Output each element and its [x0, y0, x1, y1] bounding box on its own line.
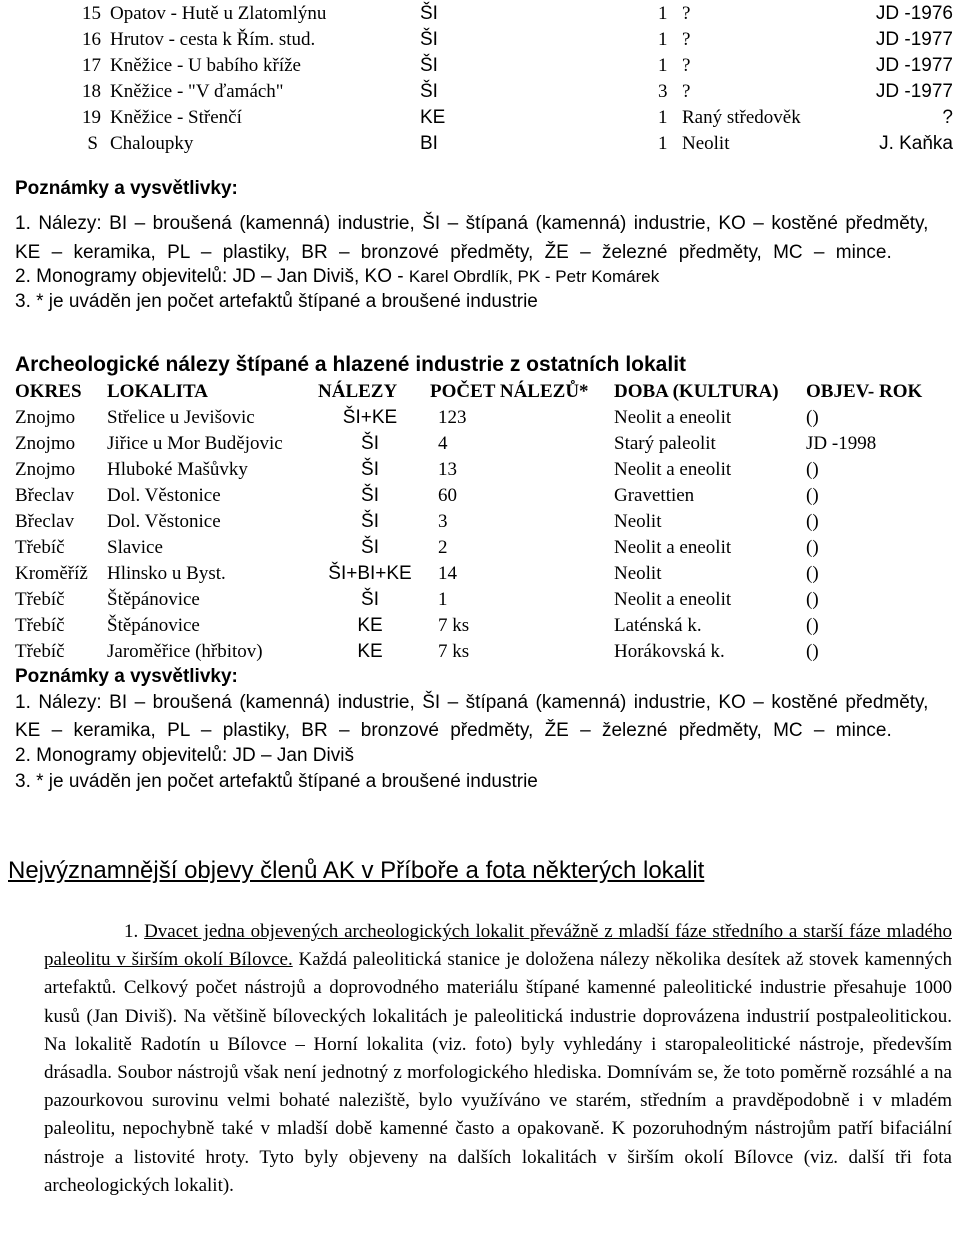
notes-2-line-3: 2. Monogramy objevitelů: JD – Jan Diviš	[15, 745, 354, 766]
table-2-cell-pocet: 4	[438, 433, 448, 454]
table-1-cell-loc: Hrutov - cesta k Řím. stud.	[110, 29, 316, 50]
table-2-cell-nal: ŠI	[361, 589, 379, 610]
table-1-cell-loc: Opatov - Hutě u Zlatomlýnu	[110, 3, 327, 24]
table-2-cell-lok: Hlinsko u Byst.	[107, 563, 226, 584]
table-2-cell-nal: KE	[357, 641, 383, 662]
table-2-title: Archeologické nálezy štípané a hlazené industrie z ostatních lokalit	[15, 353, 687, 376]
table-1-cell-num: 15	[82, 3, 101, 24]
table-2-cell-lok: Štěpánovice	[107, 615, 200, 636]
table-2-cell-okres: Břeclav	[15, 485, 75, 506]
notes-2-title: Poznámky a vysvětlivky:	[15, 666, 238, 687]
section-heading: Nejvýznamnější objevy členů AK v Příboře a fota některých lokalit	[8, 857, 705, 884]
table-2-cell-okres: Třebíč	[15, 641, 65, 662]
table-2-cell-okres: Třebíč	[15, 589, 65, 610]
table-1-cell-count: 3	[658, 81, 668, 102]
table-1-cell-count: 1	[658, 55, 668, 76]
table-1-cell-loc: Chaloupky	[110, 133, 194, 154]
table-2-cell-obj: ()	[806, 641, 819, 662]
notes-1-line-4: 3. * je uváděn jen počet artefaktů štípané a broušené industrie	[15, 291, 538, 312]
table-1-cell-obj: JD -1977	[875, 81, 953, 102]
table-2-cell-obj: ()	[806, 563, 819, 584]
notes-1-line-3-b: Karel Obrdlík, PK - Petr Komárek	[408, 267, 660, 286]
table-1-cell-obj: J. Kaňka	[879, 133, 953, 154]
table-2-cell-okres: Znojmo	[15, 459, 76, 480]
table-2-cell-doba: Neolit	[614, 563, 662, 584]
table-2-cell-nal: ŠI	[361, 537, 379, 558]
table-2-header-cell: LOKALITA	[107, 381, 209, 402]
table-2-cell-okres: Břeclav	[15, 511, 75, 532]
table-2-cell-doba: Neolit a eneolit	[614, 589, 732, 610]
table-2-cell-obj: ()	[806, 615, 819, 636]
table-2-cell-nal: KE	[357, 615, 383, 636]
section-paragraph	[44, 918, 952, 1200]
table-1-cell-find: KE	[420, 107, 446, 128]
notes-1-line-3-a: 2. Monogramy objevitelů: JD – Jan Diviš, KO -	[15, 266, 409, 287]
table-2-header-cell: OKRES	[15, 381, 82, 402]
table-1-cell-find: ŠI	[420, 81, 438, 102]
table-1-cell-loc: Kněžice - U babího kříže	[110, 55, 301, 76]
table-1-cell-obj: JD -1977	[875, 55, 953, 76]
table-2-cell-okres: Znojmo	[15, 433, 76, 454]
table-2-cell-obj: ()	[806, 485, 819, 506]
table-1-cell-find: ŠI	[420, 3, 438, 24]
table-2-cell-doba: Laténská k.	[614, 615, 702, 636]
table-2-cell-lok: Dol. Věstonice	[107, 485, 221, 506]
table-2-cell-doba: Neolit	[614, 511, 662, 532]
table-2-cell-lok: Jiřice u Mor Budějovic	[107, 433, 283, 454]
table-2-cell-nal: ŠI	[361, 485, 379, 506]
table-2-cell-obj: ()	[806, 459, 819, 480]
notes-2-line-2: KE – keramika, PL – plastiky, BR – bronzové předměty, ŽE – železné předměty, MC – mince.	[15, 720, 892, 741]
table-2-cell-doba: Neolit a eneolit	[614, 407, 732, 428]
table-1-cell-num: 18	[82, 81, 101, 102]
table-2-cell-pocet: 123	[438, 407, 467, 428]
paragraph-underlined: Dvacet jedna objevených archeologických lokalit převážně z mladší fáze středního a starší fáze mladého paleolitu v širším okolí Bílovce.	[44, 921, 952, 971]
table-1-cell-period: ?	[682, 3, 691, 24]
table-2-cell-nal: ŠI+BI+KE	[328, 563, 412, 584]
table-1-cell-period: ?	[682, 29, 691, 50]
table-1-cell-find: ŠI	[420, 29, 438, 50]
table-2-cell-pocet: 60	[438, 485, 457, 506]
table-1-cell-loc: Kněžice - "V ďamách"	[110, 81, 284, 102]
table-2-cell-lok: Jaroměřice (hřbitov)	[107, 641, 263, 662]
table-2-cell-pocet: 3	[438, 511, 448, 532]
table-1-cell-num: 19	[82, 107, 101, 128]
table-1-cell-period: ?	[682, 55, 691, 76]
table-2-cell-doba: Neolit a eneolit	[614, 537, 732, 558]
table-2-cell-pocet: 2	[438, 537, 448, 558]
table-2-cell-doba: Gravettien	[614, 485, 695, 506]
table-2-cell-okres: Třebíč	[15, 615, 65, 636]
table-2-cell-doba: Neolit a eneolit	[614, 459, 732, 480]
table-1-cell-obj: JD -1977	[875, 29, 953, 50]
table-1-cell-period: Neolit	[682, 133, 730, 154]
paragraph-number: 1.	[124, 921, 145, 942]
notes-2-line-4: 3. * je uváděn jen počet artefaktů štípané a broušené industrie	[15, 771, 538, 792]
table-1-cell-find: BI	[420, 133, 438, 154]
table-2-header-cell: POČET NÁLEZŮ*	[430, 381, 589, 402]
table-2-header-cell: DOBA (KULTURA)	[614, 381, 779, 402]
paragraph-body: Každá paleolitická stanice je doložena nálezy několika desítek až stovek kamenných artefaktů. Celkový počet nástrojů a doprovodného materiálu štípané kamenné paleolitické industrie přesahuje 1000 kusů (Jan Diviš). Na většině bíloveckých lokalitách je paleolitická industrie doprovázena industrií postpaleolitickou. Na lokalitě Radotín u Bílovce – Horní lokalita (viz. foto) byly vyhledány i staropaleolitické nástroje, především drásadla. Soubor nástrojů však není jednotný z morfologického hlediska. Domnívám se, že toto poměrně rozsáhlé a na pazourkovou surovinu velmi bohaté naleziště, bylo využíváno ve starém, středním a pravděpodobně i v mladém paleolitu, nepochybně také v mladší době kamenné často a opakovaně. K pozoruhodným nástrojům patří bifaciální nástroje a listovité hroty. Tyto byly objeveny na dalších lokalitách v širším okolí Bílovce (viz. další tři fota archeologických lokalit).	[44, 949, 952, 1196]
table-1-cell-num: 16	[82, 29, 101, 50]
table-2-cell-obj: ()	[806, 511, 819, 532]
table-2-cell-lok: Štěpánovice	[107, 589, 200, 610]
table-1-cell-count: 1	[658, 133, 668, 154]
table-2-cell-doba: Horákovská k.	[614, 641, 725, 662]
table-1-cell-obj: ?	[942, 107, 953, 128]
table-2-cell-pocet: 7 ks	[438, 641, 470, 662]
table-1-cell-count: 1	[658, 3, 668, 24]
table-2-cell-pocet: 13	[438, 459, 457, 480]
table-1-cell-loc: Kněžice - Střenčí	[110, 107, 242, 128]
table-2-cell-nal: ŠI+KE	[342, 407, 398, 428]
table-2-cell-pocet: 14	[438, 563, 457, 584]
table-1-cell-count: 1	[658, 29, 668, 50]
table-2-cell-doba: Starý paleolit	[614, 433, 716, 454]
table-2-cell-obj: ()	[806, 407, 819, 428]
table-2-header-cell: NÁLEZY	[318, 381, 398, 402]
table-2-cell-pocet: 1	[438, 589, 448, 610]
table-1-cell-period: Raný středověk	[682, 107, 801, 128]
table-2-cell-nal: ŠI	[361, 433, 379, 454]
table-2-cell-obj: JD -1998	[806, 433, 877, 454]
notes-1-line-2: KE – keramika, PL – plastiky, BR – bronzové předměty, ŽE – železné předměty, MC – mince.	[15, 242, 892, 263]
notes-1-line-3	[15, 266, 659, 288]
table-1-cell-period: ?	[682, 81, 691, 102]
table-1-cell-find: ŠI	[420, 55, 438, 76]
table-2-cell-nal: ŠI	[361, 511, 379, 532]
table-1-cell-count: 1	[658, 107, 668, 128]
table-2-cell-lok: Dol. Věstonice	[107, 511, 221, 532]
table-1-cell-obj: JD -1976	[875, 3, 953, 24]
table-2-cell-lok: Střelice u Jevišovic	[107, 407, 255, 428]
table-2-cell-okres: Třebíč	[15, 537, 65, 558]
table-2-cell-obj: ()	[806, 589, 819, 610]
table-2-cell-pocet: 7 ks	[438, 615, 470, 636]
table-2-cell-obj: ()	[806, 537, 819, 558]
notes-1-line-1: 1. Nálezy: BI – broušená (kamenná) industrie, ŠI – štípaná (kamenná) industrie, KO – kostěné předměty,	[15, 213, 929, 234]
table-2-cell-lok: Hluboké Mašůvky	[107, 459, 248, 480]
notes-1-title: Poznámky a vysvětlivky:	[15, 178, 238, 199]
table-2-cell-okres: Kroměříž	[15, 563, 88, 584]
table-2-cell-lok: Slavice	[107, 537, 163, 558]
table-2-cell-okres: Znojmo	[15, 407, 76, 428]
table-2-cell-nal: ŠI	[361, 459, 379, 480]
notes-2-line-1: 1. Nálezy: BI – broušená (kamenná) industrie, ŠI – štípaná (kamenná) industrie, KO – kostěné předměty,	[15, 692, 929, 713]
table-1-cell-num: 17	[82, 55, 101, 76]
table-2-header-cell: OBJEV- ROK	[806, 381, 923, 402]
table-1-cell-num: S	[87, 133, 98, 154]
